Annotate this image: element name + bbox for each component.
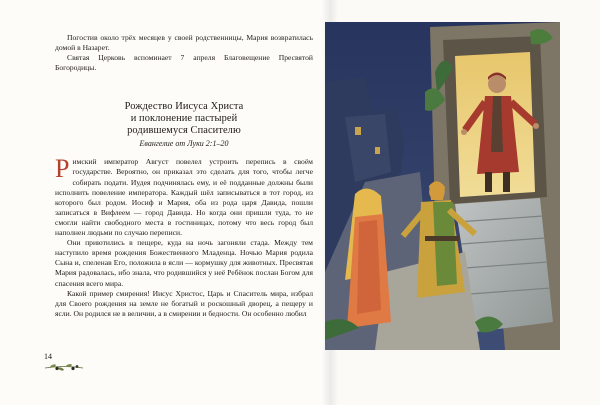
scripture-reference: Евангелие от Луки 2:1–20	[139, 139, 229, 149]
olive-branch-icon	[44, 362, 84, 372]
body-paragraph: Какой пример смирения! Иисус Христос, Царь и Спаситель мира, избрал для Своего рождения на земле не богатый и роскошный дворец, а пещеру и ясли. Он родился не в величии, а в смирении и бедности. Он особенно любил	[55, 288, 313, 318]
page-number: 14	[44, 352, 52, 361]
chapter-body	[55, 154, 313, 319]
chapter-title-line: родившемуся Спасителю	[127, 125, 241, 137]
body-paragraph	[55, 154, 313, 238]
chapter-heading	[55, 101, 313, 149]
nativity-illustration	[325, 22, 560, 350]
intro-text	[55, 33, 313, 73]
intro-paragraph: Погостив около трёх месяцев у своей родственницы, Мария возвратилась домой в Назарет.	[55, 33, 313, 53]
body-paragraph-text: имский император Август повелел устроить перепись в своём государстве. Вероятно, он приказал это сделать для того, чтобы легче собирать подати. Иудея подчинялась ему, и её подданные должны были исполнить повеление императора. Каждый шёл записываться в тот город, из которого был родом. Иосиф и Мария, оба из рода царя Давида, пошли записаться в Вифлеем — город Давида. Но когда они пришли туда, то не смогли найти свободного места в гостиницах, потому что весь город был наполнен людьми по случаю переписи.	[55, 157, 313, 238]
drop-cap: Р	[55, 154, 70, 184]
intro-paragraph: Святая Церковь вспоминает 7 апреля Благовещение Пресвятой Богородицы.	[55, 53, 313, 73]
chapter-title-line: и поклонение пастырей	[130, 113, 238, 125]
body-paragraph: Они приютились в пещере, куда на ночь загоняли стада. Между тем наступило время рождения Божественного Младенца. Ночью Мария родила Сына и, спеленав Его, положила в ясли — кормушку для животных. Пресвятая Мария радовалась, ибо знала, что родившийся у неё Ребёнок послан Богом для спасения всего мира.	[55, 238, 313, 288]
chapter-title-line: Рождество Иисуса Христа	[124, 101, 244, 113]
text-column	[55, 33, 313, 319]
